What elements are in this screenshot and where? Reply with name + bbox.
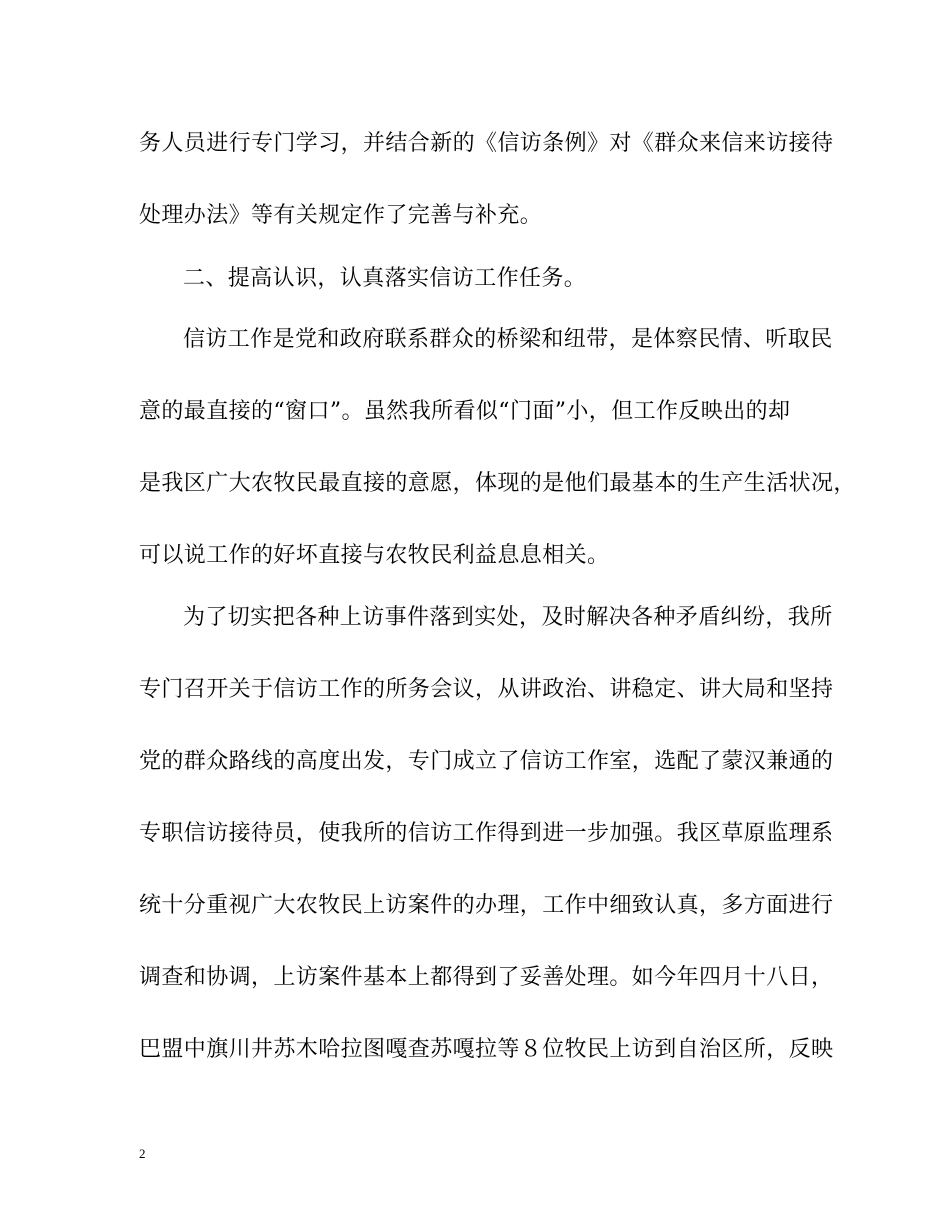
text-line: 党的群众路线的高度出发，专门成立了信访工作室，选配了蒙汉兼通的 (139, 749, 834, 774)
text-line: 统十分重视广大农牧民上访案件的办理，工作中细致认真，多方面进行 (139, 893, 834, 918)
text-line: 调查和协调，上访案件基本上都得到了妥善处理。如今年四月十八日， (139, 965, 834, 990)
text-line: 巴盟中旗川井苏木哈拉图嘎查苏嘎拉等８位牧民上访到自治区所，反映 (139, 1037, 834, 1062)
text-line: 专门召开关于信访工作的所务会议，从讲政治、讲稳定、讲大局和坚持 (139, 677, 834, 702)
section-heading: 二、提高认识，认真落实信访工作任务。 (183, 266, 587, 291)
text-line: 专职信访接待员，使我所的信访工作得到进一步加强。我区草原监理系 (139, 821, 834, 846)
text-line: 意的最直接的“窗口”。虽然我所看似“门面”小，但工作反映出的却 (139, 399, 791, 424)
text-line: 为了切实把各种上访事件落到实处，及时解决各种矛盾纠纷，我所 (183, 605, 833, 630)
page-number: 2 (139, 1146, 146, 1161)
text-line: 处理办法》等有关规定作了完善与补充。 (139, 203, 543, 228)
text-line: 信访工作是党和政府联系群众的桥梁和纽带，是体察民情、听取民 (183, 327, 833, 352)
text-line: 务人员进行专门学习，并结合新的《信访条例》对《群众来信来访接待 (139, 131, 834, 156)
text-line: 可以说工作的好坏直接与农牧民利益息息相关。 (139, 543, 610, 568)
text-line: 是我区广大农牧民最直接的意愿，体现的是他们最基本的生产生活状况， (139, 471, 856, 496)
